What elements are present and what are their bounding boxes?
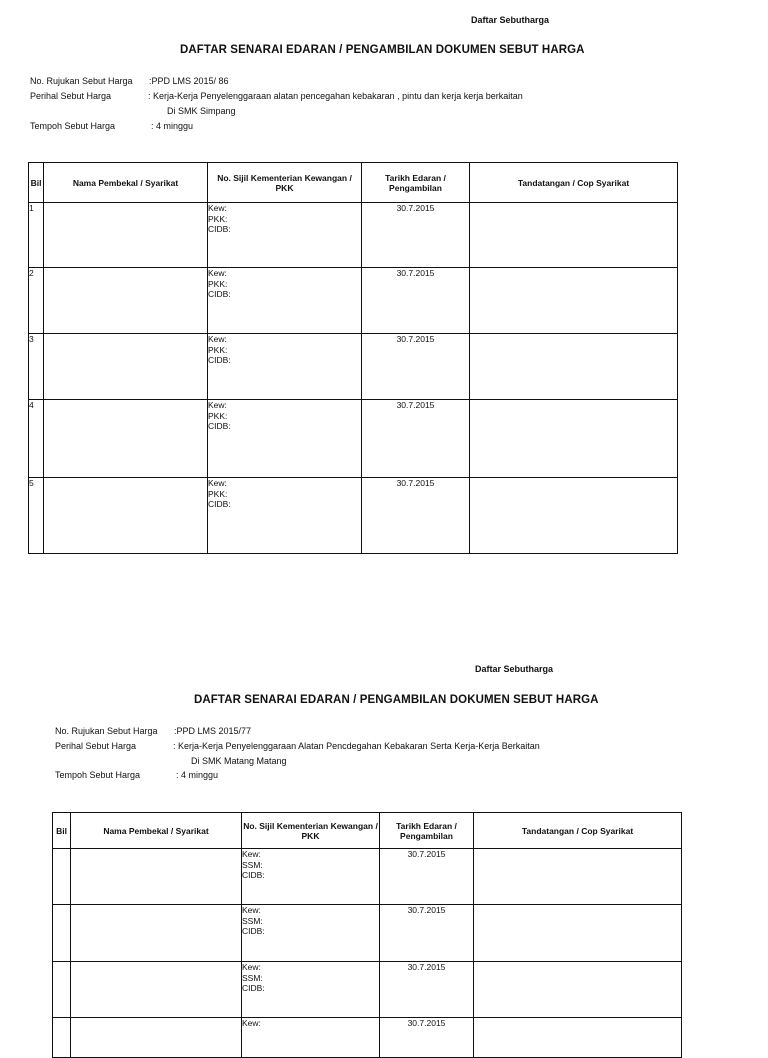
date-cell: 30.7.2015 (362, 478, 470, 554)
doc1-subject-value-line2: Di SMK Simpang (167, 106, 236, 116)
doc1-subject-value: : Kerja-Kerja Penyelenggaraan alatan pencegahan kebakaran , pintu dan kerja kerja berkaitan (148, 91, 523, 101)
signature-cell[interactable] (474, 962, 682, 1018)
row-bil (53, 962, 71, 1018)
doc1-ref-label: No. Rujukan Sebut Harga (30, 76, 133, 86)
row-bil: 3 (29, 334, 44, 400)
date-cell: 30.7.2015 (362, 334, 470, 400)
cert-kew: Kew: (208, 268, 227, 278)
doc2-header-label: Daftar Sebutharga (475, 664, 554, 674)
col-bil: Bil (53, 813, 71, 849)
table-row (53, 905, 682, 962)
doc2-table-header (53, 813, 682, 849)
table-row (53, 962, 682, 1018)
doc1-ref-value: :PPD LMS 2015/ 86 (149, 76, 229, 86)
cert-kew: Kew: (208, 400, 227, 410)
table-row (29, 400, 678, 478)
cert-ssm: SSM: (242, 859, 263, 870)
cert-cell (208, 334, 362, 400)
cert-cell (242, 905, 380, 962)
col-bil: Bil (29, 163, 44, 203)
cert-pkk: PKK: (208, 278, 228, 289)
doc2-subject-label: Perihal Sebut Harga (55, 741, 137, 751)
doc1-period-value: : 4 minggu (151, 121, 194, 131)
date-cell: 30.7.2015 (362, 400, 470, 478)
supplier-cell[interactable] (71, 962, 242, 1018)
table-row (53, 849, 682, 905)
supplier-cell[interactable] (44, 400, 208, 478)
cert-cell (208, 400, 362, 478)
cert-kew: Kew: (242, 962, 261, 972)
supplier-cell[interactable] (44, 478, 208, 554)
doc2-ref-label: No. Rujukan Sebut Harga (55, 726, 158, 736)
cert-kew: Kew: (242, 849, 261, 859)
cert-pkk: PKK: (208, 344, 228, 355)
cert-kew: Kew: (208, 478, 227, 488)
table-row (29, 203, 678, 268)
doc1-period-label: Tempoh Sebut Harga (30, 121, 116, 131)
cert-pkk: PKK: (208, 213, 228, 224)
table-row (29, 478, 678, 554)
col-sijil: No. Sijil Kementerian Kewangan / PKK (242, 813, 380, 849)
supplier-cell[interactable] (71, 849, 242, 905)
row-bil: 4 (29, 400, 44, 478)
cert-cidb: CIDB: (208, 499, 231, 509)
signature-cell[interactable] (474, 849, 682, 905)
cert-cidb: CIDB: (208, 421, 231, 431)
doc2-table (52, 812, 682, 1058)
doc2-subject-value-line2: Di SMK Matang Matang (191, 756, 287, 766)
cert-cell (242, 849, 380, 905)
row-bil: 1 (29, 203, 44, 268)
date-cell: 30.7.2015 (362, 268, 470, 334)
doc2-ref-value: :PPD LMS 2015/77 (174, 726, 252, 736)
row-bil (53, 849, 71, 905)
doc1-subject-label: Perihal Sebut Harga (30, 91, 112, 101)
cert-ssm: SSM: (242, 915, 263, 926)
cert-cidb: CIDB: (208, 289, 231, 299)
supplier-cell[interactable] (44, 268, 208, 334)
row-bil (53, 905, 71, 962)
row-bil: 2 (29, 268, 44, 334)
table-row (29, 334, 678, 400)
supplier-cell[interactable] (44, 334, 208, 400)
cert-pkk: PKK: (208, 488, 228, 499)
doc2-period-value: : 4 minggu (176, 770, 219, 780)
date-cell: 30.7.2015 (380, 1018, 474, 1058)
doc2-title: DAFTAR SENARAI EDARAN / PENGAMBILAN DOKUMEN SEBUT HARGA (194, 694, 599, 706)
cert-cidb: CIDB: (208, 355, 231, 365)
signature-cell[interactable] (474, 905, 682, 962)
cert-cell (208, 478, 362, 554)
signature-cell[interactable] (470, 334, 678, 400)
row-bil: 5 (29, 478, 44, 554)
cert-kew: Kew: (208, 203, 227, 213)
cert-pkk: PKK: (208, 410, 228, 421)
cert-kew: Kew: (208, 334, 227, 344)
date-cell: 30.7.2015 (380, 905, 474, 962)
cert-ssm: SSM: (242, 972, 263, 983)
doc1-title: DAFTAR SENARAI EDARAN / PENGAMBILAN DOKUMEN SEBUT HARGA (180, 44, 585, 56)
supplier-cell[interactable] (44, 203, 208, 268)
col-nama: Nama Pembekal / Syarikat (44, 163, 208, 203)
doc2-period-label: Tempoh Sebut Harga (55, 770, 141, 780)
cert-cell (208, 203, 362, 268)
date-cell: 30.7.2015 (380, 849, 474, 905)
col-sijil: No. Sijil Kementerian Kewangan / PKK (208, 163, 362, 203)
cert-cell (242, 962, 380, 1018)
cert-kew: Kew: (242, 905, 261, 915)
signature-cell[interactable] (470, 478, 678, 554)
table-row (29, 268, 678, 334)
supplier-cell[interactable] (71, 905, 242, 962)
doc1-table-header (29, 163, 678, 203)
date-cell: 30.7.2015 (362, 203, 470, 268)
doc2-subject-value: : Kerja-Kerja Penyelenggaraan Alatan Pencdegahan Kebakaran Serta Kerja-Kerja Berkaitan (173, 741, 540, 751)
cert-kew: Kew: (242, 1018, 261, 1028)
col-nama: Nama Pembekal / Syarikat (71, 813, 242, 849)
col-tarikh: Tarikh Edaran / Pengambilan (362, 163, 470, 203)
col-tarikh: Tarikh Edaran / Pengambilan (380, 813, 474, 849)
doc1-header-label: Daftar Sebutharga (471, 15, 550, 25)
cert-cidb: CIDB: (242, 926, 265, 936)
date-cell: 30.7.2015 (380, 962, 474, 1018)
cert-cell (208, 268, 362, 334)
col-tandatangan: Tandatangan / Cop Syarikat (470, 163, 678, 203)
doc1-table (28, 162, 678, 554)
cert-cidb: CIDB: (242, 983, 265, 993)
signature-cell[interactable] (470, 400, 678, 478)
col-tandatangan: Tandatangan / Cop Syarikat (474, 813, 682, 849)
signature-cell[interactable] (470, 203, 678, 268)
cert-cidb: CIDB: (242, 870, 265, 880)
cert-cidb: CIDB: (208, 224, 231, 234)
signature-cell[interactable] (470, 268, 678, 334)
